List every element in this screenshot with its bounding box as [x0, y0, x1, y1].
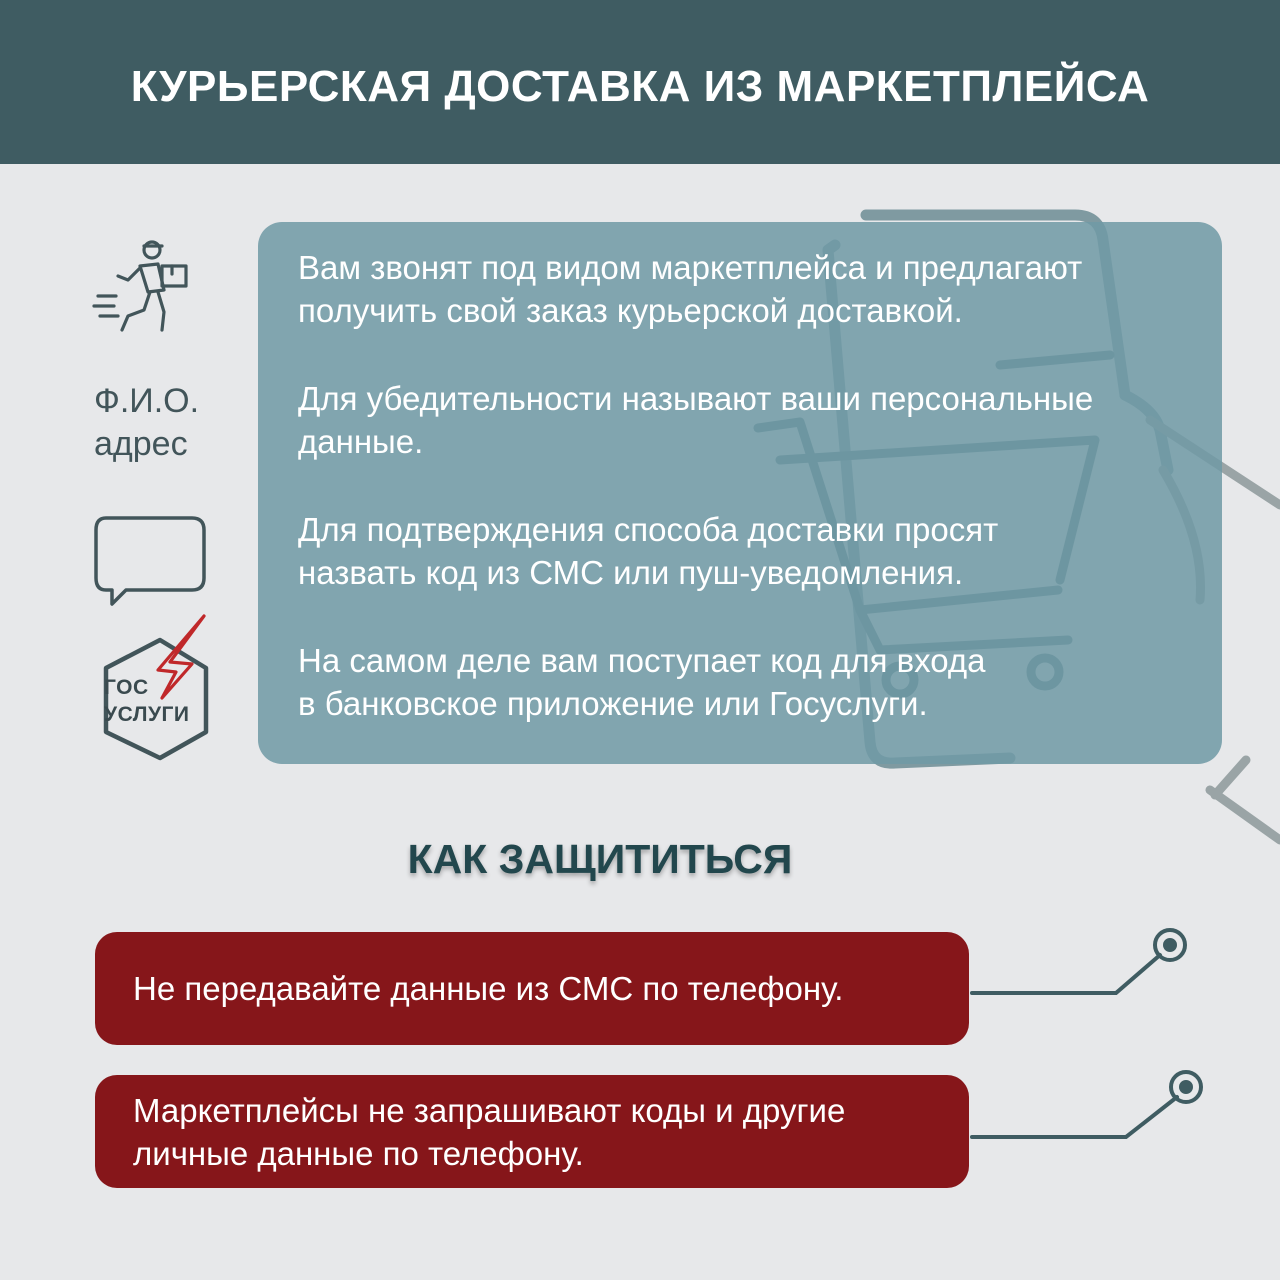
paragraph-personal-data: Для убедительности называют ваши персональные данные. [298, 380, 1094, 460]
gos-label: ГОС [104, 676, 149, 699]
paragraph-real-purpose: На самом деле вам поступает код для входа в банковское приложение или Госуслуги. [298, 642, 986, 722]
courier-icon [92, 236, 196, 336]
uslugi-label: УСЛУГИ [104, 703, 190, 726]
scam-description-text [298, 246, 1208, 725]
address-label: адрес [94, 425, 188, 463]
page-title: КУРЬЕРСКАЯ ДОСТАВКА ИЗ МАРКЕТПЛЕЙСА [130, 62, 1150, 111]
fio-address-icon [94, 380, 234, 466]
protection-heading: КАК ЗАЩИТИТЬСЯ [407, 836, 793, 882]
paragraph-call: Вам звонят под видом маркетплейса и предлагают получить свой заказ курьерской доставкой. [298, 249, 1083, 329]
fio-label: Ф.И.О. [94, 382, 200, 420]
protection-tip: Не передавайте данные из СМС по телефону. [95, 932, 969, 1045]
paragraph-sms-code: Для подтверждения способа доставки просят назвать код из СМС или пуш-уведомления. [298, 511, 999, 591]
protection-tip: Маркетплейсы не запрашивают коды и другие личные данные по телефону. [95, 1075, 969, 1188]
header-banner [0, 0, 1280, 164]
chat-bubble-icon [92, 514, 208, 608]
